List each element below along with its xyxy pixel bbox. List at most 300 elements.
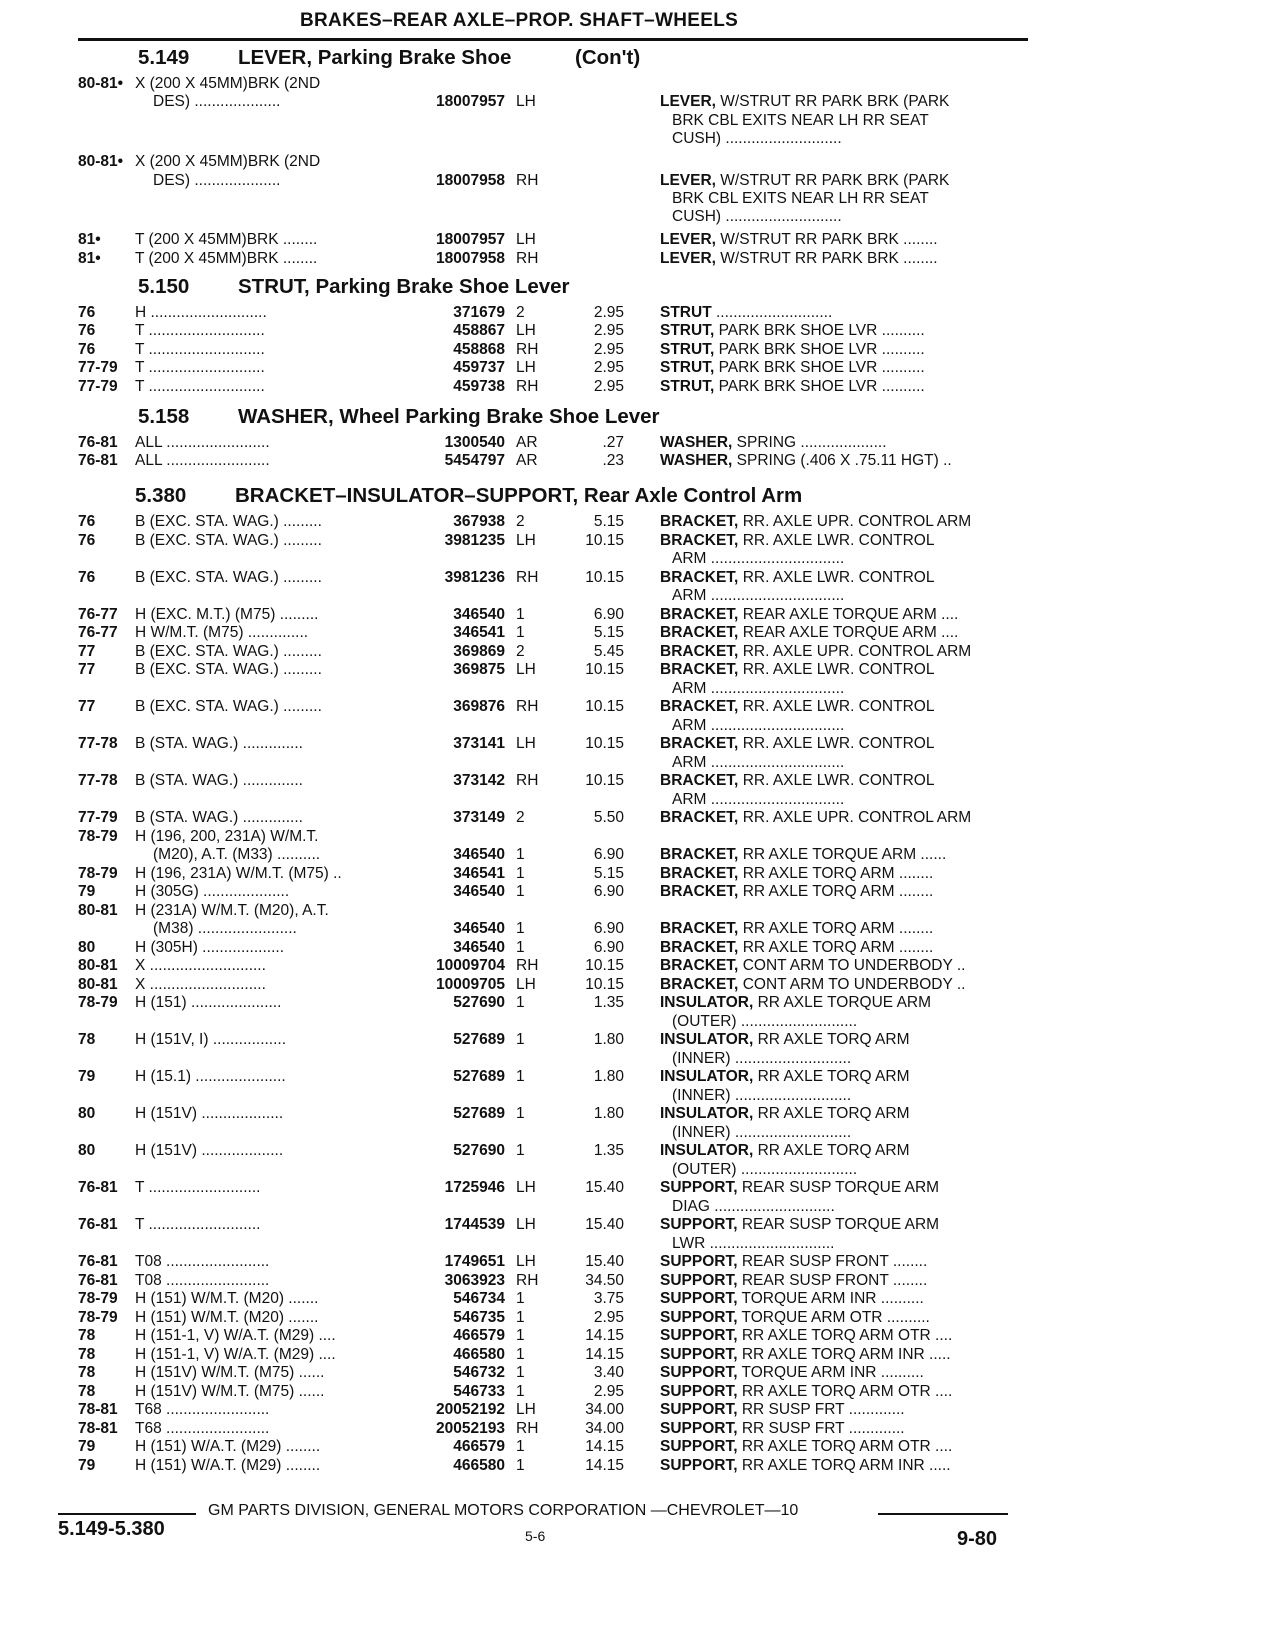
description-continued: DIAG ............................ [672, 1198, 835, 1215]
section-heading [135, 484, 1035, 510]
quantity: RH [516, 250, 539, 267]
description-noun: INSULATOR, [660, 994, 754, 1011]
list-price: 10.15 [585, 957, 624, 974]
model-year: 78-81 [78, 1401, 118, 1418]
part-row [0, 451, 1280, 470]
description [660, 734, 1025, 753]
description-detail: PARK BRK SHOE LVR .......... [718, 359, 925, 376]
description-noun: BRACKET, [660, 513, 739, 530]
part-number: 369875 [453, 661, 505, 678]
description-noun: SUPPORT, [660, 1216, 738, 1233]
application: H ........................... [135, 304, 267, 321]
part-row [0, 1234, 1280, 1253]
description-detail: CONT ARM TO UNDERBODY .. [742, 957, 966, 974]
quantity: LH [516, 661, 536, 678]
quantity: RH [516, 772, 539, 789]
model-year: 80 [78, 939, 96, 956]
description-detail: CONT ARM TO UNDERBODY .. [742, 976, 966, 993]
application: T .......................... [135, 1179, 261, 1196]
description-detail: W/STRUT RR PARK BRK (PARK [720, 93, 950, 110]
application: X (200 X 45MM)BRK (2ND [135, 153, 321, 170]
part-number: 3063923 [444, 1272, 505, 1289]
quantity: 1 [516, 865, 525, 882]
application: T08 ........................ [135, 1272, 270, 1289]
part-number: 10009704 [436, 957, 505, 974]
description-noun: SUPPORT, [660, 1272, 738, 1289]
description-continued: CUSH) ........................... [672, 130, 842, 147]
list-price: 10.15 [585, 772, 624, 789]
list-price: 2.95 [593, 359, 624, 376]
model-year: 77 [78, 661, 96, 678]
description [660, 433, 1025, 452]
description [660, 623, 1025, 642]
description-continued: CUSH) ........................... [672, 208, 842, 225]
part-row [0, 377, 1280, 396]
footer-rule-left [58, 1513, 196, 1515]
description [660, 207, 1025, 226]
part-number: 373141 [453, 735, 505, 752]
application: B (EXC. STA. WAG.) ......... [135, 698, 322, 715]
part-row [0, 1289, 1280, 1308]
model-year: 81• [78, 250, 101, 267]
application: B (STA. WAG.) .............. [135, 809, 303, 826]
model-year: 77 [78, 643, 96, 660]
application: T ........................... [135, 359, 265, 376]
description-continued: (INNER) ........................... [672, 1124, 852, 1141]
application: T (200 X 45MM)BRK ........ [135, 231, 318, 248]
description [660, 1104, 1025, 1123]
description-detail: RR SUSP FRT ............. [741, 1420, 905, 1437]
list-price: 34.00 [585, 1420, 624, 1437]
model-year: 78-79 [78, 1290, 118, 1307]
application: B (STA. WAG.) .............. [135, 735, 303, 752]
part-number: 346540 [453, 846, 505, 863]
part-number: 3981235 [444, 532, 505, 549]
part-row [0, 433, 1280, 452]
description-detail: PARK BRK SHOE LVR .......... [718, 378, 925, 395]
description [660, 321, 1025, 340]
description-noun: BRACKET, [660, 643, 739, 660]
description [660, 1437, 1025, 1456]
list-price: 1.35 [593, 994, 624, 1011]
model-year: 77-79 [78, 359, 118, 376]
model-year: 76-77 [78, 606, 118, 623]
description-noun: SUPPORT, [660, 1383, 738, 1400]
description [660, 1215, 1025, 1234]
model-year: 77-78 [78, 772, 118, 789]
description [660, 586, 1025, 605]
application: B (EXC. STA. WAG.) ......... [135, 532, 322, 549]
list-price: 2.95 [593, 1383, 624, 1400]
description-detail: RR AXLE TORQ ARM OTR .... [741, 1438, 953, 1455]
description [660, 1067, 1025, 1086]
quantity: 2 [516, 513, 525, 530]
application: H (151V) W/M.T. (M75) ...... [135, 1364, 325, 1381]
model-year: 77-79 [78, 378, 118, 395]
section-heading [138, 405, 1038, 431]
quantity: LH [516, 231, 536, 248]
list-price: 3.75 [593, 1290, 624, 1307]
quantity: LH [516, 359, 536, 376]
quantity: RH [516, 341, 539, 358]
header-rule [78, 38, 1028, 41]
part-row [0, 303, 1280, 322]
description-detail: RR AXLE TORQ ARM ........ [742, 920, 934, 937]
model-year: 76 [78, 532, 96, 549]
part-number: 367938 [453, 513, 505, 530]
section-heading [138, 46, 1038, 72]
section-title: LEVER, Parking Brake Shoe [238, 46, 512, 69]
description [660, 660, 1025, 679]
application: H (151-1, V) W/A.T. (M29) .... [135, 1346, 336, 1363]
description-noun: INSULATOR, [660, 1142, 754, 1159]
part-row [0, 827, 1280, 846]
part-row [0, 882, 1280, 901]
quantity: 1 [516, 883, 525, 900]
application: (M38) ....................... [153, 920, 297, 937]
quantity: 1 [516, 1105, 525, 1122]
part-row [0, 660, 1280, 679]
part-number: 346541 [453, 865, 505, 882]
quantity: LH [516, 532, 536, 549]
model-year: 80-81• [78, 75, 124, 92]
part-row [0, 1215, 1280, 1234]
part-row [0, 586, 1280, 605]
quantity: LH [516, 735, 536, 752]
part-number: 18007958 [436, 172, 505, 189]
part-row [0, 1345, 1280, 1364]
model-year: 80-81 [78, 976, 118, 993]
list-price: 2.95 [593, 341, 624, 358]
quantity: LH [516, 1179, 536, 1196]
footer-date-code: 9-80 [957, 1528, 998, 1550]
part-number: 527690 [453, 1142, 505, 1159]
application: H (151V) ................... [135, 1142, 284, 1159]
description [660, 531, 1025, 550]
section-title: WASHER, Wheel Parking Brake Shoe Lever [238, 405, 660, 428]
description [660, 249, 1025, 268]
description-detail: PARK BRK SHOE LVR .......... [718, 322, 925, 339]
description-noun: STRUT, [660, 359, 715, 376]
description [660, 358, 1025, 377]
part-row [0, 808, 1280, 827]
description-continued: ARM ............................... [672, 717, 845, 734]
description [660, 1160, 1025, 1179]
model-year: 80-81• [78, 153, 124, 170]
part-number: 458867 [453, 322, 505, 339]
application: H (151) W/M.T. (M20) ....... [135, 1309, 319, 1326]
description [660, 189, 1025, 208]
part-row [0, 938, 1280, 957]
description [660, 1363, 1025, 1382]
part-row [0, 1086, 1280, 1105]
part-row [0, 605, 1280, 624]
part-row [0, 1178, 1280, 1197]
description [660, 938, 1025, 957]
part-number: 527689 [453, 1105, 505, 1122]
part-number: 459738 [453, 378, 505, 395]
description [660, 642, 1025, 661]
description [660, 864, 1025, 883]
part-number: 18007957 [436, 93, 505, 110]
list-price: 6.90 [593, 920, 624, 937]
part-number: 5454797 [444, 452, 505, 469]
part-number: 346541 [453, 624, 505, 641]
description [660, 1400, 1025, 1419]
description-detail: RR AXLE TORQ ARM ........ [742, 883, 934, 900]
part-row [0, 697, 1280, 716]
part-row [0, 568, 1280, 587]
description-noun: SUPPORT, [660, 1327, 738, 1344]
model-year: 78-79 [78, 994, 118, 1011]
description [660, 1049, 1025, 1068]
part-number: 373149 [453, 809, 505, 826]
model-year: 78-79 [78, 1309, 118, 1326]
list-price: 34.50 [585, 1272, 624, 1289]
description [660, 1289, 1025, 1308]
description [660, 716, 1025, 735]
application: H (305H) ................... [135, 939, 285, 956]
description-detail: RR AXLE TORQ ARM [757, 1068, 910, 1085]
part-number: 527689 [453, 1031, 505, 1048]
model-year: 76-77 [78, 624, 118, 641]
part-row [0, 1308, 1280, 1327]
description-detail: RR AXLE TORQ ARM [757, 1142, 910, 1159]
model-year: 76 [78, 304, 96, 321]
description [660, 1271, 1025, 1290]
footer-rule-right [878, 1513, 1008, 1515]
application: T68 ........................ [135, 1401, 270, 1418]
model-year: 76 [78, 513, 96, 530]
part-number: 346540 [453, 606, 505, 623]
part-row [0, 249, 1280, 268]
application: T (200 X 45MM)BRK ........ [135, 250, 318, 267]
description [660, 129, 1025, 148]
description-noun: BRACKET, [660, 532, 739, 549]
description-noun: BRACKET, [660, 661, 739, 678]
description [660, 111, 1025, 130]
model-year: 76-81 [78, 1253, 118, 1270]
description-detail: W/STRUT RR PARK BRK ........ [720, 250, 938, 267]
description-detail: RR AXLE TORQ ARM OTR .... [741, 1383, 953, 1400]
list-price: 2.95 [593, 378, 624, 395]
part-number: 369869 [453, 643, 505, 660]
part-row [0, 358, 1280, 377]
description-continued: (OUTER) ........................... [672, 1161, 858, 1178]
description-noun: BRACKET, [660, 846, 739, 863]
description-detail: PARK BRK SHOE LVR .......... [718, 341, 925, 358]
part-number: 346540 [453, 920, 505, 937]
list-price: 5.45 [593, 643, 624, 660]
description-detail: RR AXLE TORQ ARM ........ [742, 865, 934, 882]
description [660, 1382, 1025, 1401]
footer-page-number: 5-6 [525, 1528, 546, 1544]
quantity: 1 [516, 1031, 525, 1048]
part-row [0, 207, 1280, 226]
description-continued: (OUTER) ........................... [672, 1013, 858, 1030]
part-row [0, 1252, 1280, 1271]
model-year: 79 [78, 1457, 96, 1474]
description [660, 171, 1025, 190]
description-continued: ARM ............................... [672, 587, 845, 604]
description [660, 1234, 1025, 1253]
description-detail: REAR AXLE TORQUE ARM .... [742, 624, 959, 641]
description-continued: ARM ............................... [672, 550, 845, 567]
part-row [0, 623, 1280, 642]
quantity: 1 [516, 939, 525, 956]
quantity: 1 [516, 606, 525, 623]
description-noun: BRACKET, [660, 735, 739, 752]
list-price: .27 [602, 434, 624, 451]
description-noun: STRUT, [660, 322, 715, 339]
quantity: RH [516, 1420, 539, 1437]
part-number: 10009705 [436, 976, 505, 993]
application: H (151V) ................... [135, 1105, 284, 1122]
model-year: 80-81 [78, 957, 118, 974]
description-noun: SUPPORT, [660, 1253, 738, 1270]
quantity: AR [516, 434, 538, 451]
list-price: 10.15 [585, 976, 624, 993]
quantity: LH [516, 1216, 536, 1233]
description [660, 697, 1025, 716]
description [660, 1012, 1025, 1031]
list-price: 5.15 [593, 513, 624, 530]
description-detail: REAR SUSP TORQUE ARM [741, 1216, 940, 1233]
description [660, 92, 1025, 111]
part-number: 373142 [453, 772, 505, 789]
description [660, 512, 1025, 531]
part-row [0, 340, 1280, 359]
description-detail: RR. AXLE LWR. CONTROL [742, 735, 935, 752]
section-title: BRACKET–INSULATOR–SUPPORT, Rear Axle Control Arm [235, 484, 803, 507]
description-noun: BRACKET, [660, 920, 739, 937]
model-year: 80 [78, 1105, 96, 1122]
part-number: 546734 [453, 1290, 505, 1307]
description-noun: SUPPORT, [660, 1290, 738, 1307]
application: T ........................... [135, 378, 265, 395]
model-year: 79 [78, 883, 96, 900]
part-row [0, 1049, 1280, 1068]
description-detail: REAR AXLE TORQUE ARM .... [742, 606, 959, 623]
description-noun: STRUT, [660, 378, 715, 395]
description-detail: TORQUE ARM INR .......... [741, 1290, 924, 1307]
quantity: 1 [516, 1438, 525, 1455]
description [660, 1030, 1025, 1049]
model-year: 80-81 [78, 902, 118, 919]
description-detail: RR. AXLE UPR. CONTROL ARM [742, 643, 972, 660]
part-number: 466579 [453, 1438, 505, 1455]
description-continued: (INNER) ........................... [672, 1050, 852, 1067]
quantity: 2 [516, 809, 525, 826]
part-row [0, 230, 1280, 249]
list-price: 2.95 [593, 1309, 624, 1326]
model-year: 78-79 [78, 828, 118, 845]
description [660, 1345, 1025, 1364]
description-noun: SUPPORT, [660, 1457, 738, 1474]
list-price: 14.15 [585, 1457, 624, 1474]
description-detail: RR. AXLE LWR. CONTROL [742, 661, 935, 678]
application: B (EXC. STA. WAG.) ......... [135, 661, 322, 678]
quantity: RH [516, 378, 539, 395]
description-detail: REAR SUSP FRONT ........ [741, 1253, 928, 1270]
quantity: 1 [516, 1290, 525, 1307]
part-number: 546735 [453, 1309, 505, 1326]
model-year: 78 [78, 1383, 96, 1400]
description [660, 1419, 1025, 1438]
part-row [0, 1271, 1280, 1290]
quantity: 1 [516, 994, 525, 1011]
model-year: 78 [78, 1364, 96, 1381]
application: T08 ........................ [135, 1253, 270, 1270]
quantity: 1 [516, 1142, 525, 1159]
description [660, 1141, 1025, 1160]
description [660, 790, 1025, 809]
description-noun: BRACKET, [660, 883, 739, 900]
description-detail: RR. AXLE LWR. CONTROL [742, 569, 935, 586]
part-row [0, 642, 1280, 661]
part-number: 1744539 [444, 1216, 505, 1233]
description-noun: INSULATOR, [660, 1068, 754, 1085]
description-detail: RR. AXLE LWR. CONTROL [742, 772, 935, 789]
description-noun: SUPPORT, [660, 1438, 738, 1455]
quantity: RH [516, 172, 539, 189]
part-row [0, 1104, 1280, 1123]
part-row [0, 734, 1280, 753]
description-noun: BRACKET, [660, 772, 739, 789]
part-row [0, 753, 1280, 772]
description-detail: SPRING .................... [736, 434, 887, 451]
application: H (151V) W/M.T. (M75) ...... [135, 1383, 325, 1400]
quantity: LH [516, 322, 536, 339]
application: H (151) W/A.T. (M29) ........ [135, 1457, 321, 1474]
section-heading [138, 275, 1038, 301]
description-noun: SUPPORT, [660, 1420, 738, 1437]
model-year: 76-81 [78, 434, 118, 451]
description-noun: INSULATOR, [660, 1105, 754, 1122]
part-number: 546733 [453, 1383, 505, 1400]
part-number: 3981236 [444, 569, 505, 586]
quantity: 1 [516, 846, 525, 863]
quantity: RH [516, 698, 539, 715]
list-price: 10.15 [585, 532, 624, 549]
application: H (151) ..................... [135, 994, 282, 1011]
description-detail: RR SUSP FRT ............. [741, 1401, 905, 1418]
list-price: 6.90 [593, 939, 624, 956]
model-year: 80 [78, 1142, 96, 1159]
part-number: 466580 [453, 1346, 505, 1363]
description-detail: RR AXLE TORQ ARM [757, 1105, 910, 1122]
part-row [0, 993, 1280, 1012]
part-number: 466580 [453, 1457, 505, 1474]
part-row [0, 864, 1280, 883]
part-number: 18007958 [436, 250, 505, 267]
model-year: 79 [78, 1438, 96, 1455]
list-price: 14.15 [585, 1327, 624, 1344]
section-title: STRUT, Parking Brake Shoe Lever [238, 275, 570, 298]
page-header: BRAKES–REAR AXLE–PROP. SHAFT–WHEELS [300, 10, 739, 31]
quantity: 1 [516, 1327, 525, 1344]
part-row [0, 171, 1280, 190]
list-price: 1.80 [593, 1031, 624, 1048]
part-row [0, 1419, 1280, 1438]
list-price: 6.90 [593, 883, 624, 900]
description-continued: ARM ............................... [672, 680, 845, 697]
quantity: 1 [516, 1068, 525, 1085]
part-row [0, 549, 1280, 568]
list-price: 6.90 [593, 846, 624, 863]
application: H (15.1) ..................... [135, 1068, 286, 1085]
part-row [0, 679, 1280, 698]
